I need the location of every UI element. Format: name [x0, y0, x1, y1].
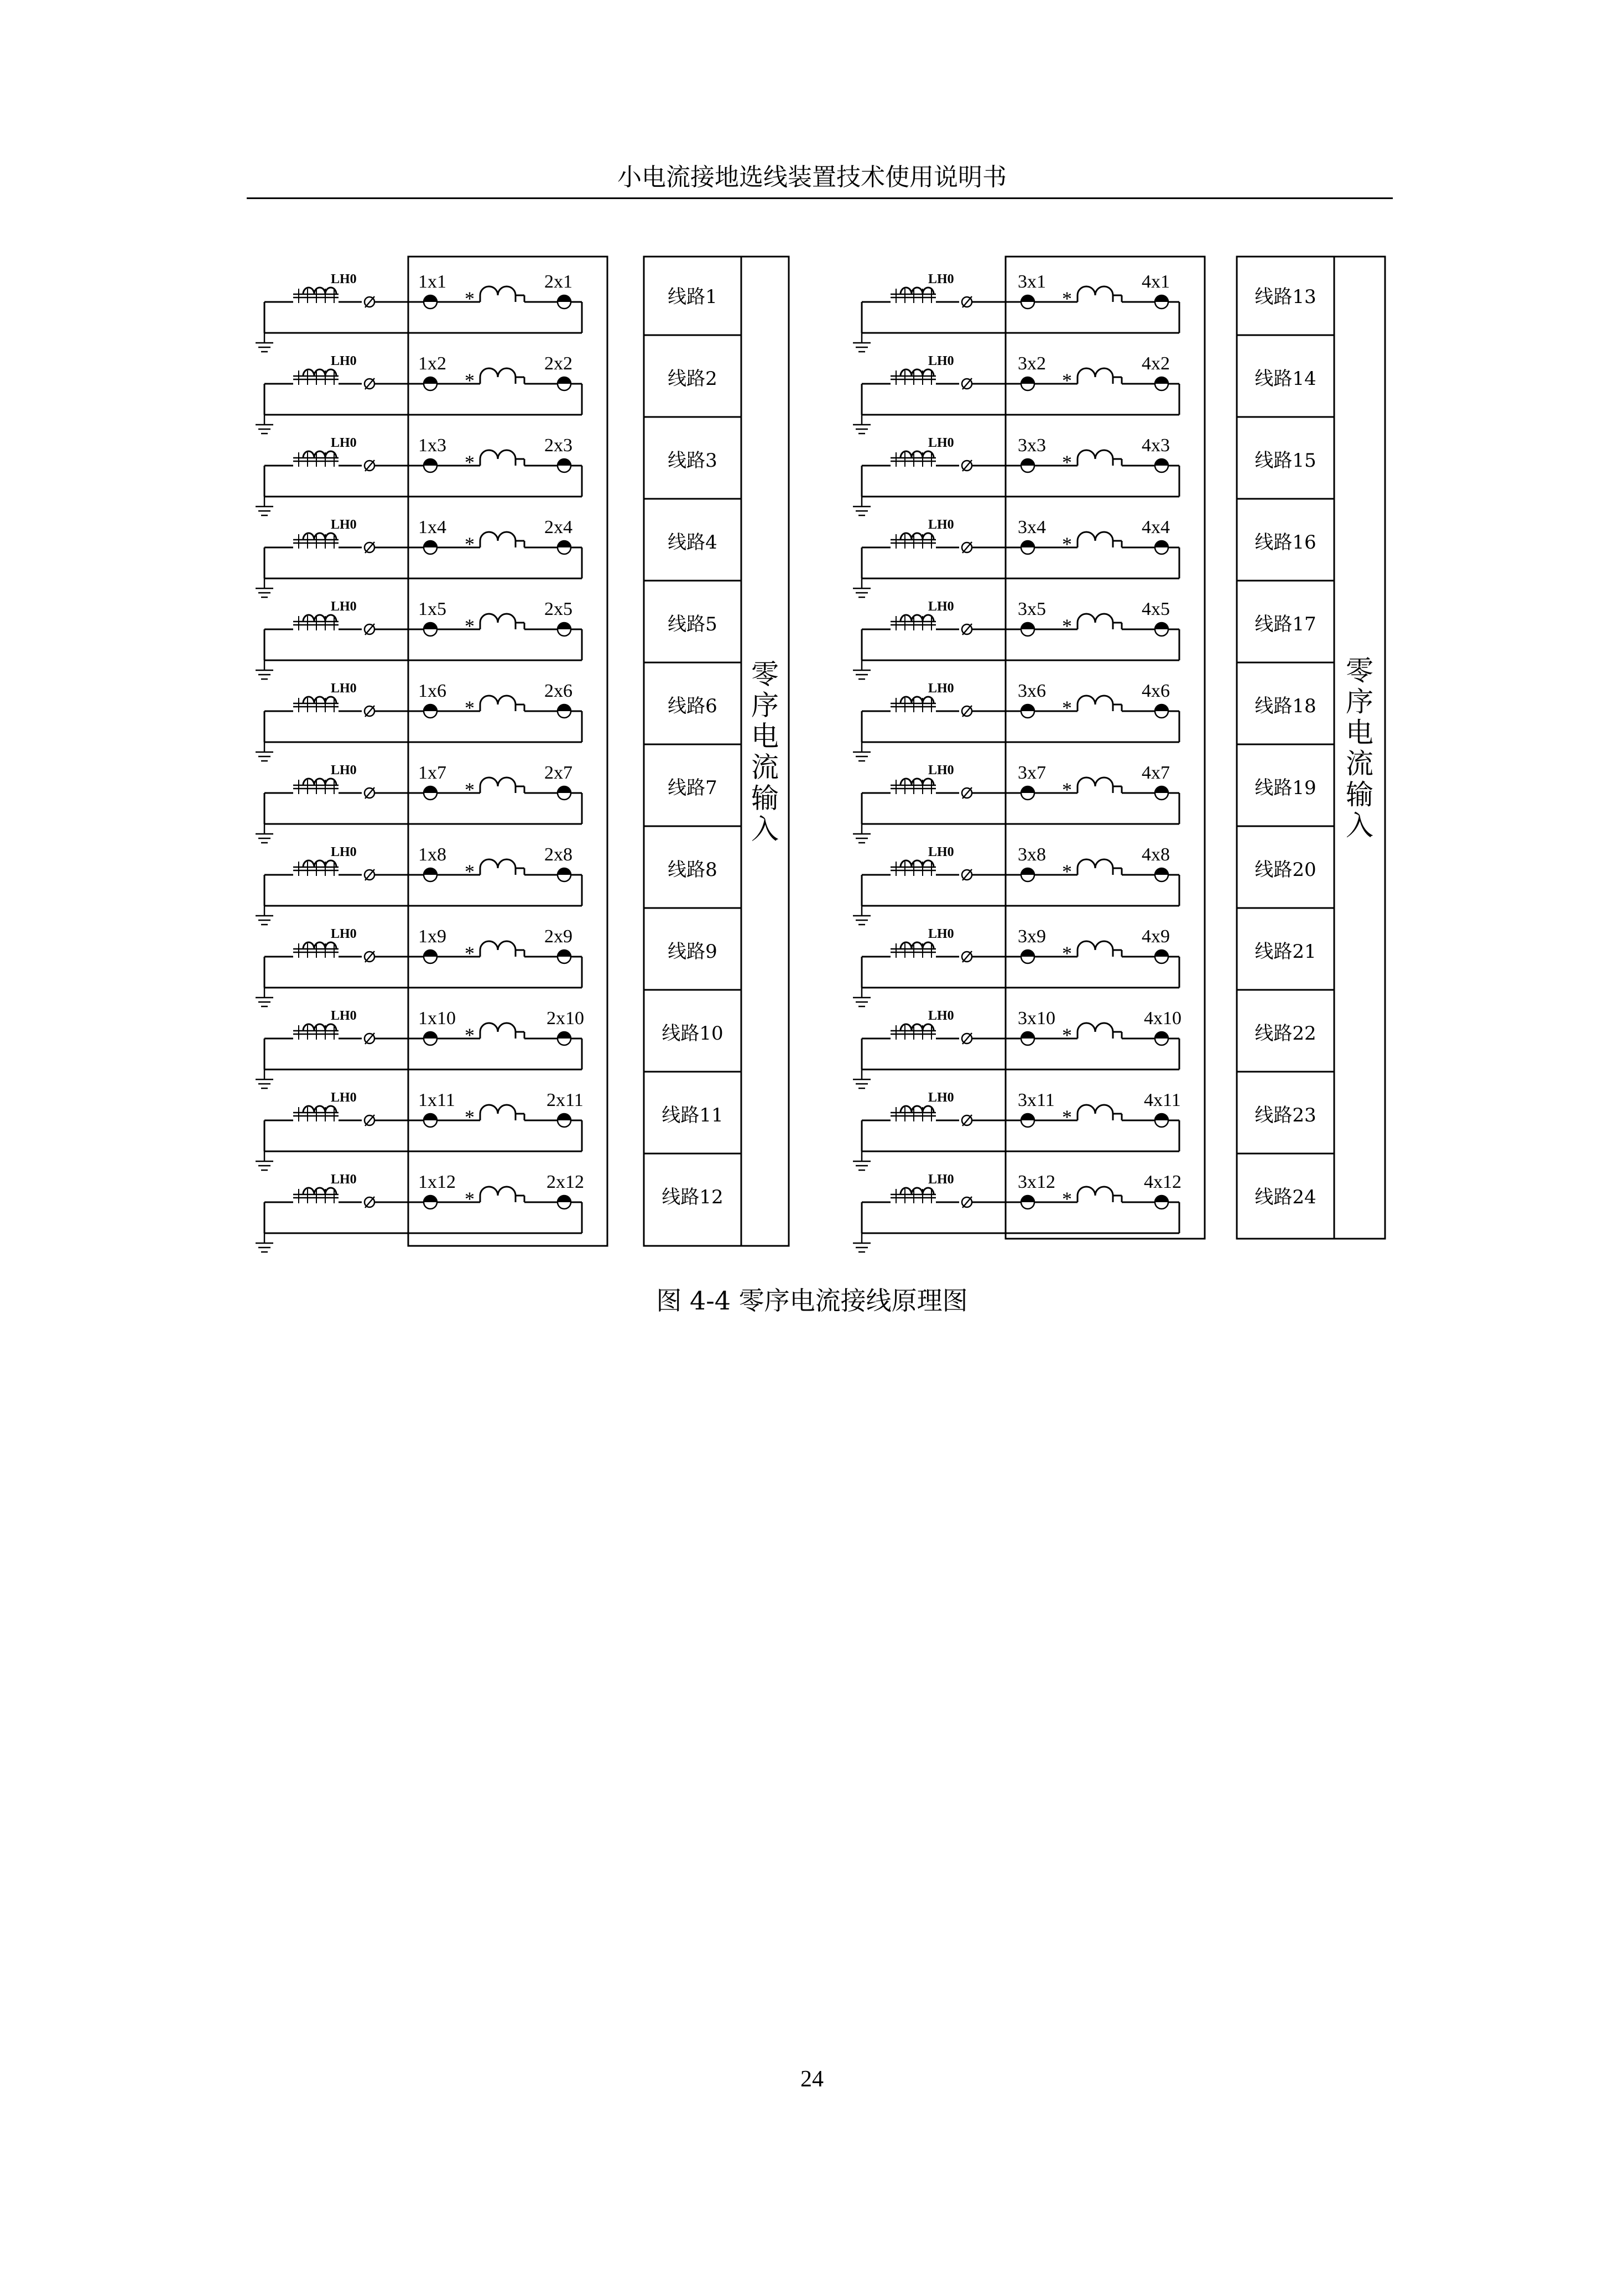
page-header: 小电流接地选线装置技术使用说明书: [617, 163, 1007, 191]
input-coil-arc: [1095, 941, 1113, 950]
circuit-row: [256, 1072, 741, 1170]
ct-label: LH0: [331, 1009, 357, 1023]
terminal-out-label: 4x7: [1142, 763, 1170, 783]
circuit-row: [256, 499, 741, 597]
ct-label: LH0: [928, 1090, 954, 1105]
polarity-mark: *: [465, 1188, 475, 1210]
input-coil-arc: [1095, 1023, 1113, 1032]
polarity-mark: *: [1062, 942, 1072, 964]
terminal-in-label: 1x4: [418, 517, 446, 538]
polarity-mark: *: [465, 779, 475, 801]
ct-coil-arc: [901, 369, 912, 376]
terminal-in-label: 1x11: [418, 1090, 455, 1110]
ct-coil-arc: [303, 1188, 314, 1194]
input-coil-arc: [498, 1105, 516, 1114]
line-name: 线路17: [1255, 613, 1316, 635]
line-name: 线路14: [1255, 368, 1316, 390]
terminal-in-label: 1x7: [418, 763, 446, 783]
ct-label: LH0: [331, 1172, 357, 1187]
polarity-mark: *: [465, 451, 475, 473]
terminal-in-label: 1x3: [418, 435, 446, 456]
bus-title-char: 输: [751, 782, 779, 815]
input-coil-arc: [1078, 1187, 1095, 1196]
polarity-mark: *: [1062, 288, 1072, 310]
input-coil-arc: [498, 368, 516, 377]
input-coil-arc: [498, 859, 516, 868]
ct-coil-arc: [901, 1106, 912, 1113]
terminal-out-label: 2x2: [544, 353, 572, 374]
input-coil-arc: [1078, 696, 1095, 705]
bus-title-char: 电: [751, 720, 779, 753]
polarity-mark: *: [1062, 697, 1072, 719]
terminal-in-label: 3x4: [1018, 517, 1046, 538]
line-name: 线路22: [1255, 1022, 1316, 1045]
terminal-in-label: 3x6: [1018, 681, 1046, 701]
polarity-mark: *: [465, 942, 475, 964]
ct-coil-arc: [901, 779, 912, 785]
line-name: 线路21: [1255, 941, 1316, 963]
ct-coil-arc: [901, 1188, 912, 1194]
ct-label: LH0: [331, 845, 357, 859]
input-coil-arc: [498, 1023, 516, 1032]
circuit-row: [853, 826, 1334, 925]
line-name: 线路5: [668, 613, 717, 635]
ct-coil-arc: [303, 451, 314, 458]
terminal-out-label: 4x9: [1142, 926, 1170, 947]
line-name: 线路8: [668, 859, 717, 881]
line-name: 线路23: [1255, 1104, 1316, 1126]
bus-title-char: 序: [1346, 686, 1373, 718]
circuit-row: [256, 581, 741, 679]
terminal-in-label: 3x3: [1018, 435, 1046, 456]
terminal-in-label: 3x12: [1018, 1172, 1055, 1192]
polarity-mark: *: [1062, 533, 1072, 555]
line-name: 线路9: [668, 941, 717, 963]
input-coil-arc: [1095, 368, 1113, 377]
terminal-in-label: 3x1: [1018, 272, 1046, 292]
input-coil-arc: [1095, 614, 1113, 623]
polarity-mark: *: [465, 615, 475, 637]
ct-label: LH0: [928, 1172, 954, 1187]
ct-label: LH0: [331, 927, 357, 941]
polarity-mark: *: [1062, 369, 1072, 392]
polarity-mark: *: [465, 1106, 475, 1128]
line-name: 线路20: [1255, 859, 1316, 881]
input-coil-arc: [480, 532, 498, 541]
input-coil-arc: [498, 941, 516, 950]
polarity-mark: *: [465, 860, 475, 883]
terminal-out-label: 4x10: [1144, 1008, 1181, 1029]
polarity-mark: *: [1062, 1024, 1072, 1046]
ct-label: LH0: [331, 599, 357, 614]
input-coil-arc: [1095, 1105, 1113, 1114]
input-coil-arc: [1078, 286, 1095, 295]
input-coil-arc: [480, 859, 498, 868]
line-name: 线路13: [1255, 286, 1316, 308]
terminal-in-label: 1x10: [418, 1008, 456, 1029]
circuit-row: [256, 744, 741, 843]
terminal-out-label: 2x9: [544, 926, 572, 947]
terminal-in-label: 3x9: [1018, 926, 1046, 947]
terminal-out-label: 4x12: [1144, 1172, 1181, 1192]
input-coil-arc: [1095, 532, 1113, 541]
page-number: 24: [800, 2067, 824, 2092]
circuit-row: [256, 908, 741, 1006]
terminal-in-label: 3x10: [1018, 1008, 1055, 1029]
circuit-row: [853, 272, 1316, 352]
polarity-mark: *: [465, 369, 475, 392]
terminal-out-label: 4x1: [1142, 272, 1170, 292]
input-coil-arc: [498, 450, 516, 459]
input-coil-arc: [1078, 614, 1095, 623]
ct-coil-arc: [303, 779, 314, 785]
ct-coil-arc: [303, 860, 314, 867]
input-coil-arc: [1078, 1023, 1095, 1032]
terminal-out-label: 2x12: [546, 1172, 584, 1192]
ct-coil-arc: [303, 615, 314, 622]
input-coil-arc: [1095, 1187, 1113, 1196]
ct-label: LH0: [331, 681, 357, 696]
input-coil-arc: [480, 777, 498, 786]
ct-label: LH0: [331, 272, 357, 286]
ct-label: LH0: [331, 354, 357, 368]
ct-coil-arc: [303, 697, 314, 703]
input-coil-arc: [480, 614, 498, 623]
terminal-out-label: 2x8: [544, 844, 572, 865]
terminal-in-label: 1x8: [418, 844, 446, 865]
circuit-row: [256, 990, 741, 1088]
polarity-mark: *: [465, 1024, 475, 1046]
ct-coil-arc: [901, 697, 912, 703]
bus-title-char: 零: [1346, 655, 1373, 687]
line-name: 线路3: [668, 450, 717, 472]
ct-coil-arc: [303, 369, 314, 376]
line-name: 线路12: [662, 1186, 723, 1208]
bus-title-char: 序: [751, 689, 779, 722]
ct-label: LH0: [928, 927, 954, 941]
terminal-in-label: 3x7: [1018, 763, 1046, 783]
bus-title-char: 流: [1346, 748, 1373, 780]
ct-label: LH0: [928, 681, 954, 696]
input-coil-arc: [1078, 532, 1095, 541]
circuit-row: [853, 662, 1334, 761]
circuit-row: [853, 990, 1334, 1088]
terminal-out-label: 2x11: [546, 1090, 584, 1110]
input-coil-arc: [1078, 941, 1095, 950]
input-coil-arc: [1078, 777, 1095, 786]
polarity-mark: *: [1062, 860, 1072, 883]
terminal-out-label: 2x10: [546, 1008, 584, 1029]
circuit-row: [256, 417, 741, 515]
input-coil-arc: [1078, 450, 1095, 459]
terminal-in-label: 1x12: [418, 1172, 456, 1192]
ct-label: LH0: [331, 436, 357, 450]
terminal-in-label: 1x2: [418, 353, 446, 374]
circuit-row: [256, 662, 741, 761]
input-coil-arc: [498, 1187, 516, 1196]
line-name: 线路1: [668, 286, 717, 308]
ct-coil-arc: [901, 288, 912, 294]
ct-label: LH0: [928, 1009, 954, 1023]
bus-title-char: 流: [751, 751, 779, 784]
ct-label: LH0: [928, 272, 954, 286]
terminal-in-label: 1x1: [418, 272, 446, 292]
polarity-mark: *: [465, 697, 475, 719]
bus-title-char: 输: [1346, 779, 1373, 811]
ct-label: LH0: [928, 763, 954, 777]
line-name: 线路19: [1255, 777, 1316, 799]
ct-coil-arc: [901, 942, 912, 949]
left-wiring-panel: [256, 257, 789, 1252]
line-name: 线路4: [668, 531, 717, 554]
bus-title-char: 电: [1346, 717, 1373, 749]
line-name: 线路11: [662, 1104, 723, 1126]
line-name: 线路24: [1255, 1186, 1316, 1208]
circuit-row: [853, 908, 1334, 1006]
terminal-out-label: 2x1: [544, 272, 572, 292]
ct-coil-arc: [901, 451, 912, 458]
line-name: 线路7: [668, 777, 717, 799]
input-coil-arc: [480, 286, 498, 295]
terminal-in-label: 3x8: [1018, 844, 1046, 865]
terminal-out-label: 4x4: [1142, 517, 1170, 538]
terminal-in-label: 1x9: [418, 926, 446, 947]
ct-coil-arc: [303, 1024, 314, 1031]
line-name: 线路6: [668, 695, 717, 717]
circuit-row: [853, 335, 1334, 434]
line-name: 线路15: [1255, 450, 1316, 472]
circuit-row: [853, 1072, 1334, 1170]
terminal-out-label: 4x2: [1142, 353, 1170, 374]
input-coil-arc: [498, 777, 516, 786]
terminal-in-label: 3x5: [1018, 599, 1046, 619]
ct-label: LH0: [928, 845, 954, 859]
input-coil-arc: [480, 1023, 498, 1032]
terminal-in-label: 3x11: [1018, 1090, 1055, 1110]
circuit-row: [256, 826, 741, 925]
polarity-mark: *: [1062, 779, 1072, 801]
circuit-row: [256, 335, 741, 434]
polarity-mark: *: [1062, 1106, 1072, 1128]
circuit-row: [853, 581, 1334, 679]
input-coil-arc: [498, 614, 516, 623]
input-coil-arc: [480, 450, 498, 459]
ct-label: LH0: [331, 518, 357, 532]
input-coil-arc: [480, 1105, 498, 1114]
input-coil-arc: [480, 696, 498, 705]
terminal-out-label: 2x7: [544, 763, 572, 783]
polarity-mark: *: [1062, 1188, 1072, 1210]
line-name: 线路16: [1255, 531, 1316, 554]
ct-coil-arc: [303, 533, 314, 540]
ct-label: LH0: [928, 599, 954, 614]
circuit-row: [256, 272, 717, 352]
terminal-in-label: 1x6: [418, 681, 446, 701]
input-coil-arc: [480, 941, 498, 950]
input-coil-arc: [480, 368, 498, 377]
input-coil-arc: [498, 532, 516, 541]
circuit-row: [853, 1154, 1334, 1252]
ct-coil-arc: [901, 615, 912, 622]
bus-title-char: 入: [751, 813, 779, 846]
input-coil-arc: [1095, 286, 1113, 295]
terminal-out-label: 2x6: [544, 681, 572, 701]
terminal-out-label: 4x5: [1142, 599, 1170, 619]
circuit-row: [256, 1154, 741, 1252]
ct-label: LH0: [928, 518, 954, 532]
ct-label: LH0: [928, 436, 954, 450]
polarity-mark: *: [465, 533, 475, 555]
polarity-mark: *: [1062, 615, 1072, 637]
polarity-mark: *: [1062, 451, 1072, 473]
ct-coil-arc: [901, 1024, 912, 1031]
terminal-out-label: 2x3: [544, 435, 572, 456]
terminal-out-label: 2x4: [544, 517, 572, 538]
line-name: 线路10: [662, 1022, 723, 1045]
input-coil-arc: [498, 286, 516, 295]
input-coil-arc: [1078, 1105, 1095, 1114]
circuit-row: [853, 744, 1334, 843]
figure-caption: 图 4-4 零序电流接线原理图: [656, 1286, 968, 1316]
ct-coil-arc: [303, 1106, 314, 1113]
ct-coil-arc: [901, 860, 912, 867]
bus-title-char: 入: [1346, 810, 1373, 842]
terminal-out-label: 4x8: [1142, 844, 1170, 865]
terminal-in-label: 1x5: [418, 599, 446, 619]
ct-label: LH0: [331, 1090, 357, 1105]
ct-label: LH0: [331, 763, 357, 777]
polarity-mark: *: [465, 288, 475, 310]
circuit-row: [853, 499, 1334, 597]
bus-title-char: 零: [751, 658, 779, 691]
terminal-out-label: 4x6: [1142, 681, 1170, 701]
ct-coil-arc: [303, 942, 314, 949]
ct-label: LH0: [928, 354, 954, 368]
line-name: 线路2: [668, 368, 717, 390]
input-coil-arc: [480, 1187, 498, 1196]
right-wiring-panel: [853, 257, 1385, 1252]
line-name: 线路18: [1255, 695, 1316, 717]
input-coil-arc: [1095, 777, 1113, 786]
input-coil-arc: [1078, 859, 1095, 868]
terminal-out-label: 4x3: [1142, 435, 1170, 456]
input-coil-arc: [1078, 368, 1095, 377]
input-coil-arc: [498, 696, 516, 705]
terminal-in-label: 3x2: [1018, 353, 1046, 374]
terminal-out-label: 2x5: [544, 599, 572, 619]
input-coil-arc: [1095, 450, 1113, 459]
input-coil-arc: [1095, 859, 1113, 868]
terminal-out-label: 4x11: [1144, 1090, 1181, 1110]
input-coil-arc: [1095, 696, 1113, 705]
ct-coil-arc: [303, 288, 314, 294]
ct-coil-arc: [901, 533, 912, 540]
circuit-row: [853, 417, 1334, 515]
